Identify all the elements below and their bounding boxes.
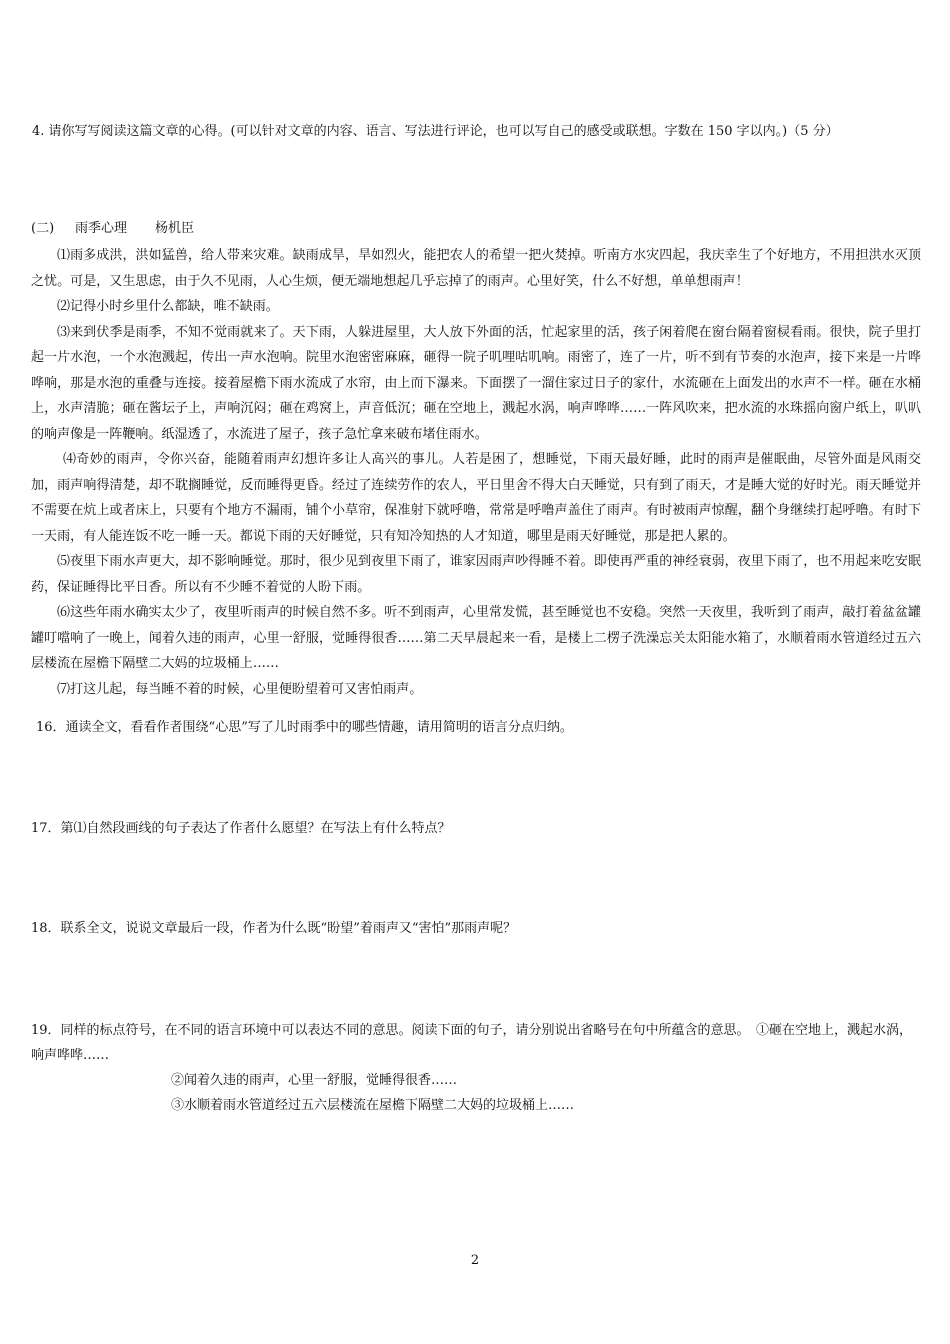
section-heading bbox=[31, 220, 921, 238]
paragraph-5: ⑸夜里下雨水声更大，却不影响睡觉。那时，很少见到夜里下雨了，谁家因雨声吵得睡不着。即使再严重的神经衰弱，夜里下雨了，也不用起来吃安眠药，保证睡得比平日香。所以有不少睡不着觉的人盼下雨。 bbox=[31, 554, 921, 595]
paragraph-6: ⑹这些年雨水确实太少了，夜里听雨声的时候自然不多。听不到雨声，心里常发慌，甚至睡觉也不安稳。突然一天夜里，我听到了雨声，敲打着盆盆罐罐叮噹响了一晚上，闻着久违的雨声，心里一舒服，觉睡得很香……第二天早晨起来一看，是楼上二楞子洗澡忘关太阳能水箱了，水顺着雨水管道经过五六层楼流在屋檐下隔壁二大妈的垃圾桶上…… bbox=[31, 605, 921, 671]
question-17: 17．第⑴自然段画线的句子表达了作者什么愿望？在写法上有什么特点？ bbox=[31, 821, 451, 836]
paragraph-3: ⑶来到伏季是雨季，不知不觉雨就来了。天下雨，人躲进屋里，大人放下外面的活，忙起家里的活，孩子闲着爬在窗台隔着窗棂看雨。很快，院子里打起一片水泡，一个水泡溅起，传出一声水泡响。院里水泡密密麻麻，砸得一院子叽哩咕叽响。雨密了，连了一片，听不到有节奏的水泡声，接下来是一片哗哗响，那是水泡的重叠与连接。接着屋檐下雨水流成了水帘，由上而下瀑来。下面摆了一溜住家过日子的家什，水流砸在上面发出的水声不一样。砸在水桶上，水声清脆；砸在酱坛子上，声响沉闷；砸在鸡窝上，声音低沉；砸在空地上，溅起水涡，响声哗哗……一阵风吹来，把水流的水珠摇向窗户纸上，叭叭的响声像是一阵鞭响。纸湿透了，水流进了屋子，孩子急忙拿来破布堵住雨水。 bbox=[31, 324, 921, 442]
question-16: 16．通读全文，看看作者围绕“心思”写了儿时雨季中的哪些情趣，请用简明的语言分点归纳。 bbox=[36, 720, 573, 735]
page-number: 2 bbox=[470, 1253, 480, 1268]
article-title: 雨季心理 bbox=[75, 221, 128, 236]
paragraph-2: ⑵记得小时乡里什么都缺，唯不缺雨。 bbox=[57, 299, 279, 314]
question-19-item-2: ②闻着久违的雨声，心里一舒服，觉睡得很香…… bbox=[171, 1073, 458, 1088]
question-18: 18．联系全文，说说文章最后一段，作者为什么既“盼望”着雨声又“害怕”那雨声呢？ bbox=[31, 921, 517, 936]
question-4: 4. 请你写写阅读这篇文章的心得。(可以针对文章的内容、语言、写法进行评论，也可以写自己的感受或联想。字数在 150 字以内。)（5 分） bbox=[32, 124, 839, 139]
paragraph-4: ⑷奇妙的雨声，令你兴奋，能随着雨声幻想许多让人高兴的事儿。人若是困了，想睡觉，下雨天最好睡，此时的雨声是催眠曲，尽管外面是风雨交加，雨声响得清楚，却不耽搁睡觉，反而睡得更昏。经过了连续劳作的农人，平日里舍不得大白天睡觉，只有到了雨天，才是睡大觉的好时光。雨天睡觉并不需要在炕上或者床上，只要有个地方不漏雨，铺个小草帘，保准射下就呼噜，常常是呼噜声盖住了雨声。有时被雨声惊醒，翻个身继续打起呼噜。有时下一天雨，有人能连饭不吃一睡一天。都说下雨的天好睡觉，只有知冷知热的人才知道，哪里是雨天好睡觉，那是把人累的。 bbox=[31, 452, 921, 544]
paragraph-7: ⑺打这儿起，每当睡不着的时候，心里便盼望着可又害怕雨声。 bbox=[57, 681, 423, 697]
paragraph-1: ⑴雨多成洪，洪如猛兽，给人带来灾难。缺雨成旱，旱如烈火，能把农人的希望一把火焚掉。听南方水灾四起，我庆幸生了个好地方，不用担洪水灭顶之忧。可是，又生思虑，由于久不见雨，人心生烦，便无端地想起几乎忘掉了的雨声。心里好笑，什么不好想，单单想雨声！ bbox=[31, 248, 921, 289]
section-number: (二) bbox=[31, 221, 55, 236]
question-19-item-3: ③水顺着雨水管道经过五六层楼流在屋檐下隔壁二大妈的垃圾桶上…… bbox=[171, 1098, 575, 1113]
article-author: 杨机臣 bbox=[155, 221, 195, 236]
question-19-text: 19．同样的标点符号，在不同的语言环境中可以表达不同的意思。阅读下面的句子，请分别说出省略号在句中所蕴含的意思。 ①砸在空地上，溅起水涡，响声哗哗…… bbox=[31, 1023, 913, 1063]
article-body bbox=[31, 243, 921, 702]
question-19 bbox=[31, 1018, 921, 1118]
